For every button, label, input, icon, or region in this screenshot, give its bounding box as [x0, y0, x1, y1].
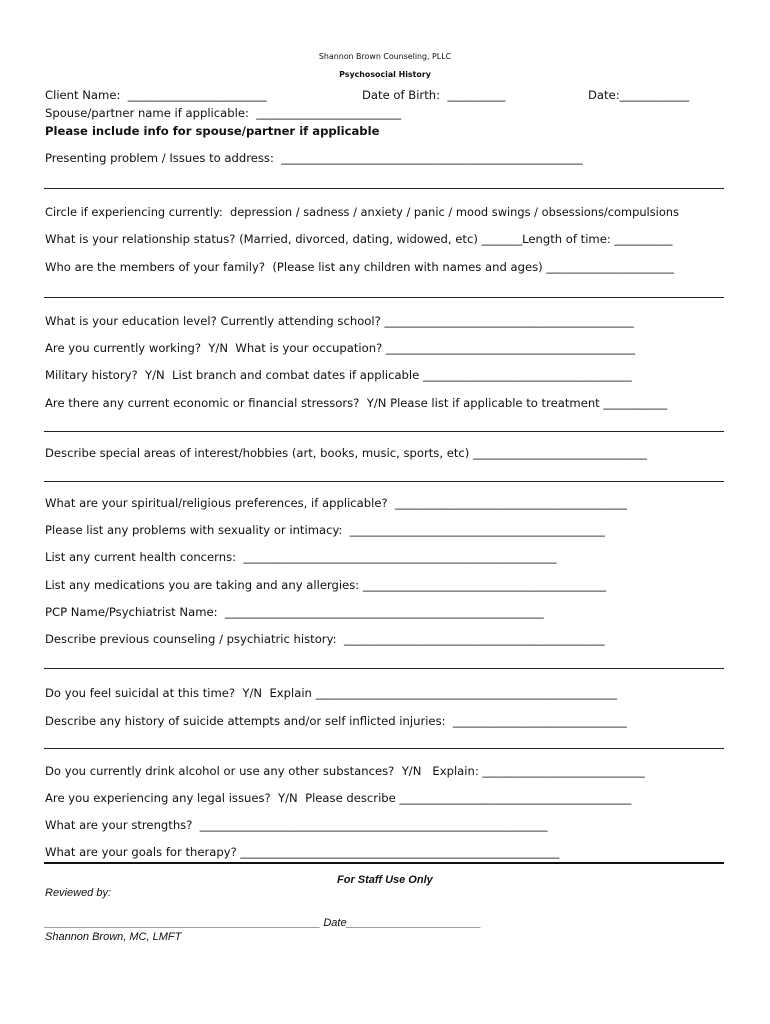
- circle-symptoms-question[interactable]: Circle if experiencing currently: depression / sadness / anxiety / panic / mood swings / obsessions/compulsions: [45, 205, 679, 219]
- relationship-status-field[interactable]: What is your relationship status? (Married, divorced, dating, widowed, etc) _______Length of time: __________: [45, 232, 673, 246]
- suicide-attempts-extra-line[interactable]: [44, 748, 724, 749]
- reviewer-signature-date-line[interactable]: _____________________________________________ Date______________________: [45, 917, 482, 929]
- family-members-extra-line[interactable]: [44, 297, 724, 298]
- strengths-field[interactable]: What are your strengths? ____________________________________________________________: [45, 818, 548, 832]
- counseling-history-field[interactable]: Describe previous counseling / psychiatric history: _____________________________________________: [45, 632, 605, 646]
- substance-use-field[interactable]: Do you currently drink alcohol or use any other substances? Y/N Explain: ____________________________: [45, 764, 645, 778]
- financial-stressors-extra-line[interactable]: [44, 431, 724, 432]
- client-name-field[interactable]: Client Name: ________________________: [45, 88, 267, 102]
- pcp-psychiatrist-field[interactable]: PCP Name/Psychiatrist Name: _______________________________________________________: [45, 605, 544, 619]
- reviewed-by-label: Reviewed by:: [45, 887, 112, 899]
- suicidal-field[interactable]: Do you feel suicidal at this time? Y/N Explain ____________________________________________________: [45, 686, 618, 700]
- legal-issues-field[interactable]: Are you experiencing any legal issues? Y/N Please describe ________________________________________: [45, 791, 632, 805]
- medications-allergies-field[interactable]: List any medications you are taking and any allergies: __________________________________________: [45, 578, 607, 592]
- counseling-history-extra-line[interactable]: [44, 668, 724, 669]
- financial-stressors-field[interactable]: Are there any current economic or financial stressors? Y/N Please list if applicable to treatment ___________: [45, 396, 668, 410]
- spouse-instruction: Please include info for spouse/partner if applicable: [45, 124, 380, 138]
- health-concerns-field[interactable]: List any current health concerns: ______________________________________________________: [45, 550, 557, 564]
- interests-hobbies-extra-line[interactable]: [44, 481, 724, 482]
- practice-name: Shannon Brown Counseling, PLLC: [318, 52, 452, 61]
- presenting-problem-field[interactable]: Presenting problem / Issues to address: ____________________________________________________: [45, 151, 583, 165]
- suicide-attempts-field[interactable]: Describe any history of suicide attempts and/or self inflicted injuries: ______________________________: [45, 714, 627, 728]
- spouse-name-field[interactable]: Spouse/partner name if applicable: _________________________: [45, 106, 402, 120]
- therapy-goals-field[interactable]: What are your goals for therapy? _______________________________________________________: [45, 845, 560, 859]
- interests-hobbies-field[interactable]: Describe special areas of interest/hobbies (art, books, music, sports, etc) ______________________________: [45, 446, 647, 460]
- form-title: Psychosocial History: [339, 70, 431, 79]
- staff-section-divider: [44, 862, 724, 864]
- military-history-field[interactable]: Military history? Y/N List branch and combat dates if applicable ____________________________________: [45, 368, 632, 382]
- sexuality-intimacy-field[interactable]: Please list any problems with sexuality or intimacy: ____________________________________________: [45, 523, 605, 537]
- family-members-field[interactable]: Who are the members of your family? (Please list any children with names and ages) ______________________: [45, 260, 674, 274]
- date-of-birth-field[interactable]: Date of Birth: __________: [362, 88, 506, 102]
- date-field[interactable]: Date:____________: [588, 88, 690, 102]
- staff-use-heading: For Staff Use Only: [337, 874, 433, 886]
- education-field[interactable]: What is your education level? Currently attending school? ___________________________________________: [45, 314, 634, 328]
- occupation-field[interactable]: Are you currently working? Y/N What is your occupation? ___________________________________________: [45, 341, 636, 355]
- reviewer-name: Shannon Brown, MC, LMFT: [45, 931, 182, 943]
- presenting-problem-extra-line[interactable]: [44, 188, 724, 189]
- spiritual-preferences-field[interactable]: What are your spiritual/religious preferences, if applicable? ________________________________________: [45, 496, 627, 510]
